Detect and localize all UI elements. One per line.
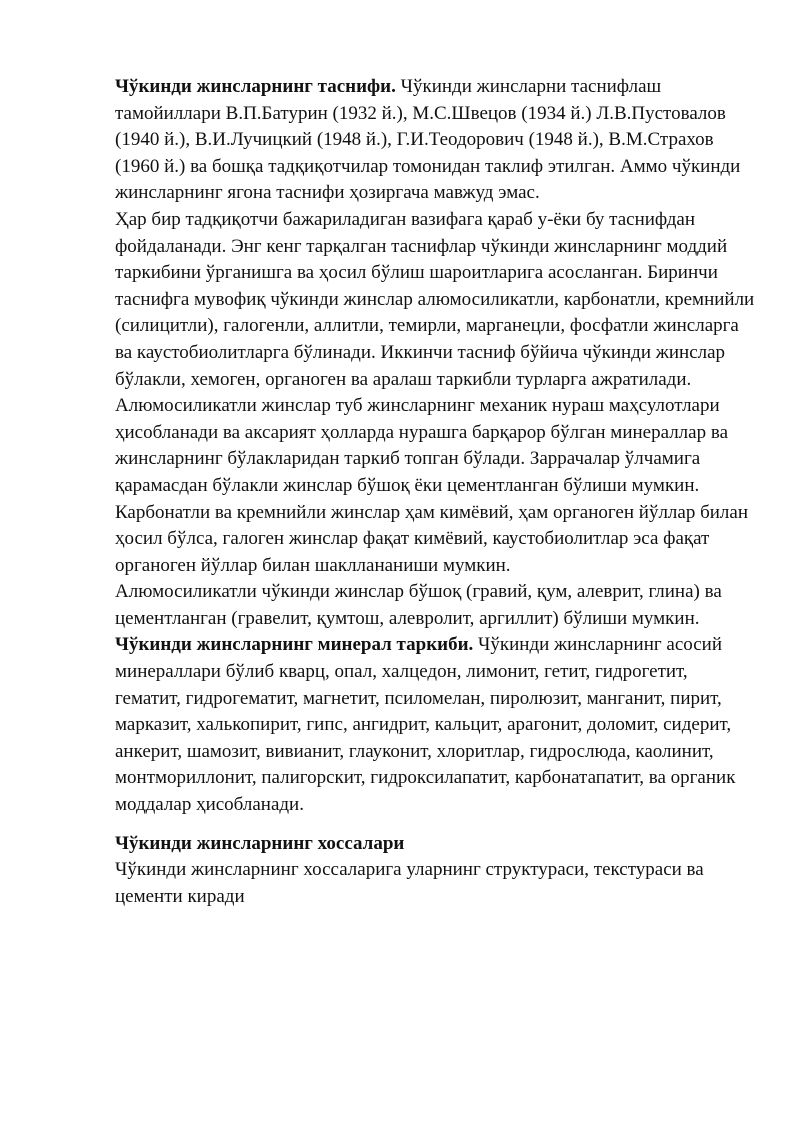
- section-title-classification: Чўкинди жинсларнинг таснифи.: [115, 76, 396, 97]
- paragraph-mineral-composition: [115, 632, 755, 818]
- paragraph-classification-types: Ҳар бир тадқиқотчи бажариладиган вазифага қараб у-ёки бу таснифдан фойдаланади. Энг кенг тарқалган таснифлар чўкинди жинсларнинг моддий таркибини ўрганишга ва ҳосил бўлиш шароитларига асосланган. Биринчи таснифга мувофиқ чўкинди жинслар алюмосиликатли, карбонатли, кремнийли (силицитли), галогенли, аллитли, темирли, марганецли, фосфатли жинсларга ва каустобиолитларга бўлинади. Иккинчи тасниф бўйича чўкинди жинслар бўлакли, хемоген, органоген ва аралаш таркибли турларга ажратилади.: [115, 208, 755, 390]
- paragraph-aluminosilicate: Алюмосиликатли жинслар туб жинсларнинг механик нураш маҳсулотлари ҳисобланади ва аксарият ҳолларда нурашга барқарор бўлган минераллар ва жинсларнинг бўлакларидан таркиб топган бўлади. Заррачалар ўлчамига қарамасдан бўлакли жинслар бўшоқ ёки цементланган бўлиши мумкин.: [115, 395, 729, 496]
- paragraph-minerals-text: Чўкинди жинсларнинг асосий минераллари бўлиб кварц, опал, халцедон, лимонит, гетит, гидрогетит, гематит, гидрогематит, магнетит, псиломелан, пиролюзит, манганит, пирит, марказит, халькопирит, гипс, ангидрит, кальцит, арагонит, доломит, сидерит, анкерит, шамозит, вивианит, глауконит, хлоритлар, гидрослюда, каолинит, монтмориллонит, палигорскит, гидроксилапатит, карбонатапатит, ва органик моддалар ҳисобланади.: [115, 634, 736, 816]
- paragraph-carbonate: Карбонатли ва кремнийли жинслар ҳам кимёвий, ҳам органоген йўллар билан ҳосил бўлса, галоген жинслар фақат кимёвий, каустобиолитлар эса фақат органоген йўллар билан шакллананиши мумкин.: [115, 501, 749, 576]
- section-heading-properties: Чўкинди жинсларнинг хоссалари: [115, 832, 405, 854]
- paragraph-loose-cemented: Алюмосиликатли чўкинди жинслар бўшоқ (гравий, қум, алеврит, глина) ва цементланган (гравелит, қумтош, алевролит, аргиллит) бўлиши мумкин.: [115, 581, 722, 629]
- document-page: [115, 74, 755, 910]
- paragraph-classification: [115, 74, 755, 207]
- paragraph-properties: Чўкинди жинсларнинг хоссаларига уларнинг структураси, текстураси ва цементи киради: [115, 859, 704, 907]
- section-title-minerals: Чўкинди жинсларнинг минерал таркиби.: [115, 634, 474, 656]
- paragraph-classification-text: Чўкинди жинсларни таснифлаш тамойиллари В.П.Батурин (1932 й.), М.С.Швецов (1934 й.) Л.В.Пустовалов (1940 й.), В.И.Лучицкий (1948 й.), Г.И.Теодорович (1948 й.), В.М.Страхов (1960 й.) ва бошқа тадқиқотчилар томонидан таклиф этилган. Аммо чўкинди жинсларнинг ягона таснифи ҳозиргача мавжуд эмас.: [115, 76, 741, 204]
